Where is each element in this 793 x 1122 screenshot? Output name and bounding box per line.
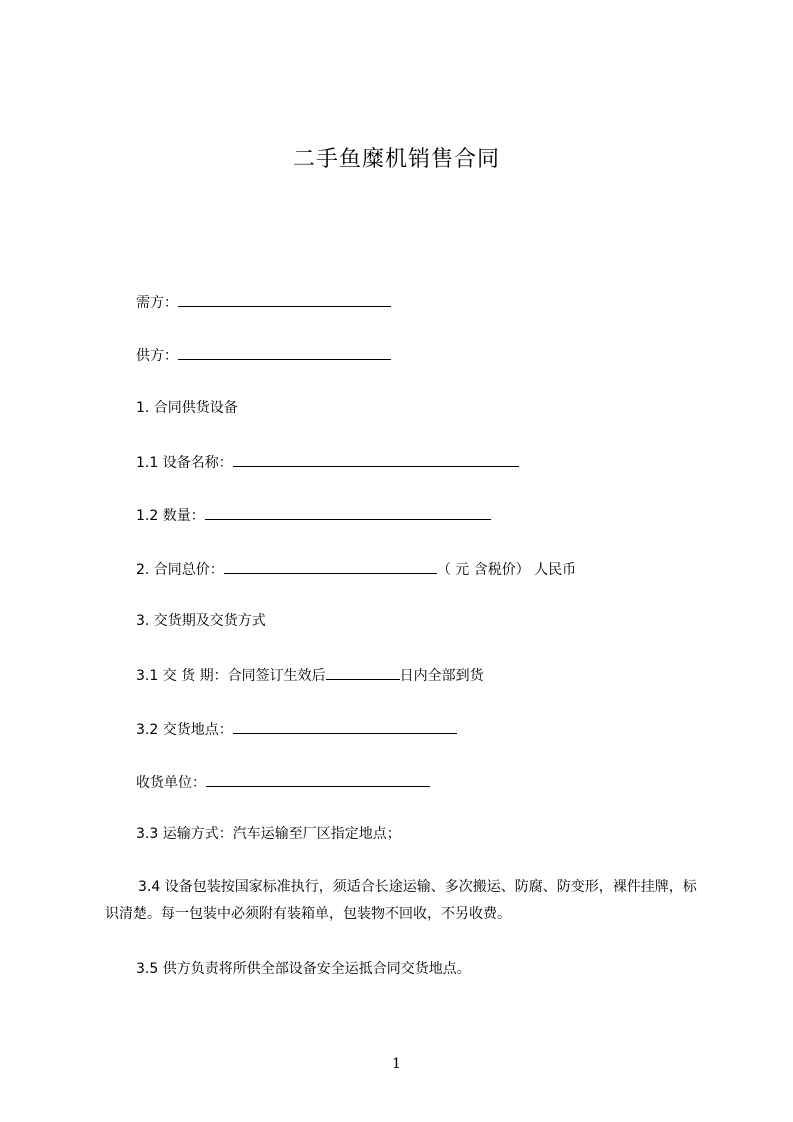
supplier-blank[interactable]	[178, 344, 391, 360]
delivery-responsibility-line: 3.5 供方负责将所供全部设备安全运抵合同交货地点。	[136, 961, 471, 977]
delivery-period-label: 3.1 交 货 期：合同签订生效后	[136, 668, 326, 684]
delivery-location-line	[136, 718, 457, 740]
quantity-label: 1.2 数量：	[136, 508, 205, 524]
receiving-unit-line	[136, 771, 430, 793]
section-1-heading: 1. 合同供货设备	[136, 400, 238, 416]
quantity-blank[interactable]	[205, 504, 491, 520]
delivery-location-blank[interactable]	[233, 718, 457, 734]
delivery-location-label: 3.2 交货地点：	[136, 722, 233, 738]
delivery-period-suffix: 日内全部到货	[399, 668, 484, 684]
section-3-heading: 3. 交货期及交货方式	[136, 613, 266, 629]
total-price-suffix: （ 元 含税价） 人民币	[436, 562, 577, 578]
total-price-blank[interactable]	[224, 558, 437, 574]
transport-method-line: 3.3 运输方式：汽车运输至厂区指定地点；	[136, 826, 401, 842]
delivery-days-blank[interactable]	[326, 664, 400, 680]
quantity-line	[136, 504, 491, 526]
receiving-unit-label: 收货单位：	[136, 775, 206, 791]
buyer-blank[interactable]	[178, 291, 391, 307]
buyer-line	[136, 291, 391, 313]
supplier-label: 供方：	[136, 348, 178, 364]
contract-title: 二手鱼糜机销售合同	[292, 147, 500, 172]
equipment-name-label: 1.1 设备名称：	[136, 455, 233, 471]
delivery-period-line	[136, 664, 484, 686]
packaging-paragraph: 3.4 设备包装按国家标准执行，须适合长途运输、多次搬运、防腐、防变形，裸件挂牌，标识清楚。每一包装中必须附有装箱单，包装物不回收，不另收费。	[105, 879, 697, 922]
receiving-unit-blank[interactable]	[206, 771, 430, 787]
buyer-label: 需方：	[136, 295, 178, 311]
equipment-name-blank[interactable]	[233, 451, 519, 467]
page-number: 1	[392, 1056, 401, 1072]
total-price-line	[136, 558, 576, 580]
supplier-line	[136, 344, 391, 366]
total-price-label: 2. 合同总价：	[136, 562, 224, 578]
equipment-name-line	[136, 451, 519, 473]
